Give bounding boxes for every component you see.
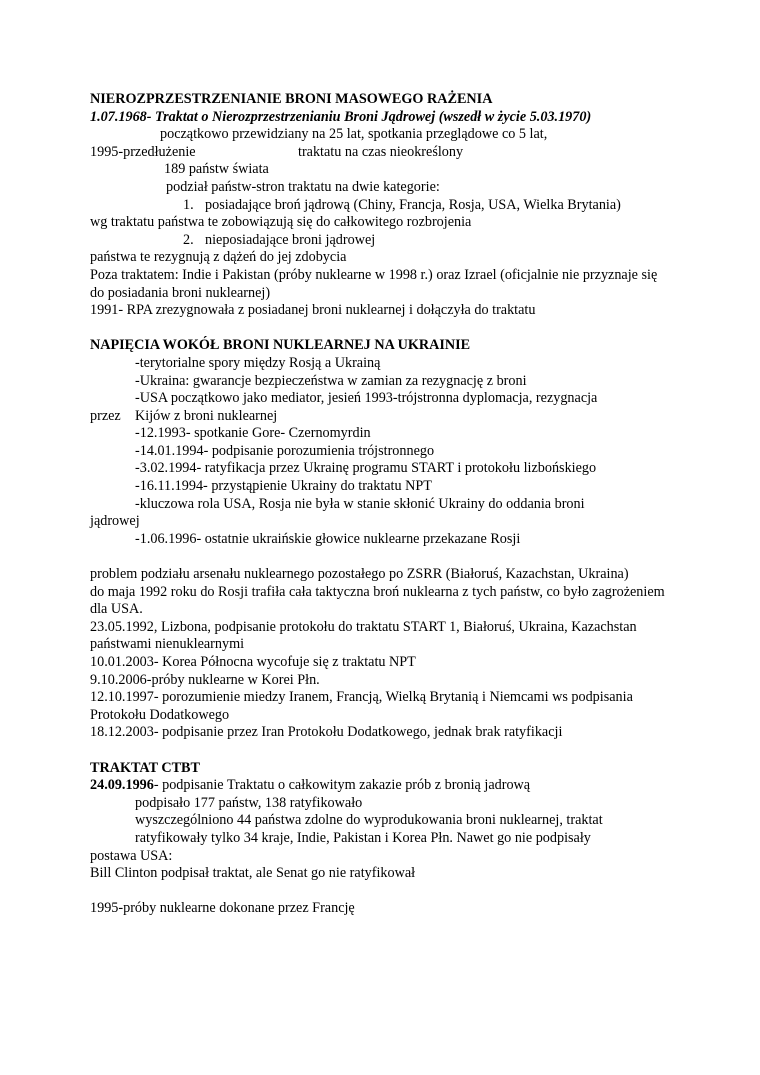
paragraph-line [90, 408, 672, 426]
paragraph-line: -USA początkowo jako mediator, jesień 1993-trójstronna dyplomacja, rezygnacja [135, 390, 598, 407]
paragraph-line: -16.11.1994- przystąpienie Ukrainy do traktatu NPT [135, 478, 432, 495]
treaty-subheading: 1.07.1968- Traktat o Nierozprzestrzenianiu Broni Jądrowej (wszedł w życie 5.03.1970) [90, 108, 592, 125]
spacer [90, 320, 672, 338]
spacer [90, 883, 672, 901]
section-heading-nonproliferation: NIEROZPRZESTRZENIANIE BRONI MASOWEGO RAŻENIA [90, 91, 493, 107]
paragraph-line: 18.12.2003- podpisanie przez Iran Protokołu Dodatkowego, jednak brak ratyfikacji [90, 724, 563, 741]
paragraph-line: 9.10.2006-próby nuklearne w Korei Płn. [90, 671, 320, 688]
text-fragment: Kijów z broni nuklearnej [135, 407, 278, 424]
list-item [90, 197, 672, 215]
paragraph-line: -terytorialne spory między Rosją a Ukrainą [135, 354, 381, 371]
text-fragment: traktatu na czas nieokreślony [298, 143, 464, 160]
list-item-text: posiadające broń jądrową (Chiny, Francja, Rosja, USA, Wielka Brytania) [205, 196, 621, 213]
text-fragment: 1995-przedłużenie [90, 143, 196, 160]
paragraph-line [90, 144, 672, 162]
paragraph-line: -Ukraina: gwarancje bezpieczeństwa w zamian za rezygnację z broni [135, 372, 527, 389]
list-item-text: nieposiadające broni jądrowej [205, 231, 376, 248]
paragraph-line: wg traktatu państwa te zobowiązują się do całkowitego rozbrojenia [90, 214, 472, 231]
paragraph-line: -12.1993- spotkanie Gore- Czernomyrdin [135, 425, 371, 442]
paragraph: 23.05.1992, Lizbona, podpisanie protokołu do traktatu START 1, Białoruś, Ukraina, Kazachstan państwami nienuklearnymi [90, 618, 637, 653]
paragraph-line: wyszczególniono 44 państwa zdolne do wyprodukowania broni nuklearnej, traktat [135, 812, 603, 829]
list-number: 2. [183, 231, 194, 248]
paragraph-line: państwa te rezygnują z dążeń do jej zdobycia [90, 249, 347, 266]
document-body [90, 91, 672, 918]
paragraph-line: 1991- RPA zrezygnowała z posiadanej broni nuklearnej i dołączyła do traktatu [90, 302, 536, 319]
spacer [90, 742, 672, 760]
paragraph-line: ratyfikowały tylko 34 kraje, Indie, Pakistan i Korea Płn. Nawet go nie podpisały [135, 829, 591, 846]
paragraph-line: podpisało 177 państw, 138 ratyfikowało [135, 794, 363, 811]
paragraph-line: początkowo przewidziany na 25 lat, spotkania przeglądowe co 5 lat, [160, 126, 548, 143]
paragraph-line: -1.06.1996- ostatnie ukraińskie głowice nuklearne przekazane Rosji [135, 530, 521, 547]
paragraph-line: -14.01.1994- podpisanie porozumienia trójstronnego [135, 442, 435, 459]
list-item [90, 232, 672, 250]
paragraph: do maja 1992 roku do Rosji trafiła cała taktyczna broń nuklearna z tych państw, co było zagrożeniem dla USA. [90, 583, 665, 618]
paragraph-line: 10.01.2003- Korea Północna wycofuje się z traktatu NPT [90, 654, 416, 670]
paragraph-line: podział państw-stron traktatu na dwie kategorie: [166, 178, 440, 195]
spacer [90, 548, 672, 566]
ctbt-date: 24.09.1996 [90, 777, 154, 794]
paragraph-line: 1995-próby nuklearne dokonane przez Francję [90, 900, 355, 917]
text-fragment: - podpisanie Traktatu o całkowitym zakazie prób z bronią jadrową [153, 777, 531, 794]
section-heading-ctbt: TRAKTAT CTBT [90, 759, 200, 776]
paragraph: problem podziału arsenału nuklearnego pozostałego po ZSRR (Białoruś, Kazachstan, Ukraina) [90, 566, 629, 583]
paragraph-line: Bill Clinton podpisał traktat, ale Senat go nie ratyfikował [90, 865, 416, 882]
list-number: 1. [183, 196, 194, 213]
section-heading-ukraine: NAPIĘCIA WOKÓŁ BRONI NUKLEARNEJ NA UKRAINIE [90, 337, 471, 354]
paragraph-line: 189 państw świata [164, 161, 269, 178]
paragraph-line: -3.02.1994- ratyfikacja przez Ukrainę programu START i protokołu lizbońskiego [135, 460, 597, 477]
paragraph-line: jądrowej [90, 513, 140, 530]
paragraph: Poza traktatem: Indie i Pakistan (próby nuklearne w 1998 r.) oraz Izrael (oficjalnie nie przyznaje się do posiadania broni nuklearnej) [90, 266, 658, 301]
text-fragment: przez [90, 407, 121, 424]
paragraph-line: -kluczowa rola USA, Rosja nie była w stanie skłonić Ukrainy do oddania broni [135, 495, 585, 512]
paragraph-line: postawa USA: [90, 847, 173, 864]
paragraph-line [90, 777, 672, 795]
paragraph: 12.10.1997- porozumienie miedzy Iranem, Francją, Wielką Brytanią i Niemcami ws podpisania Protokołu Dodatkowego [90, 689, 633, 723]
